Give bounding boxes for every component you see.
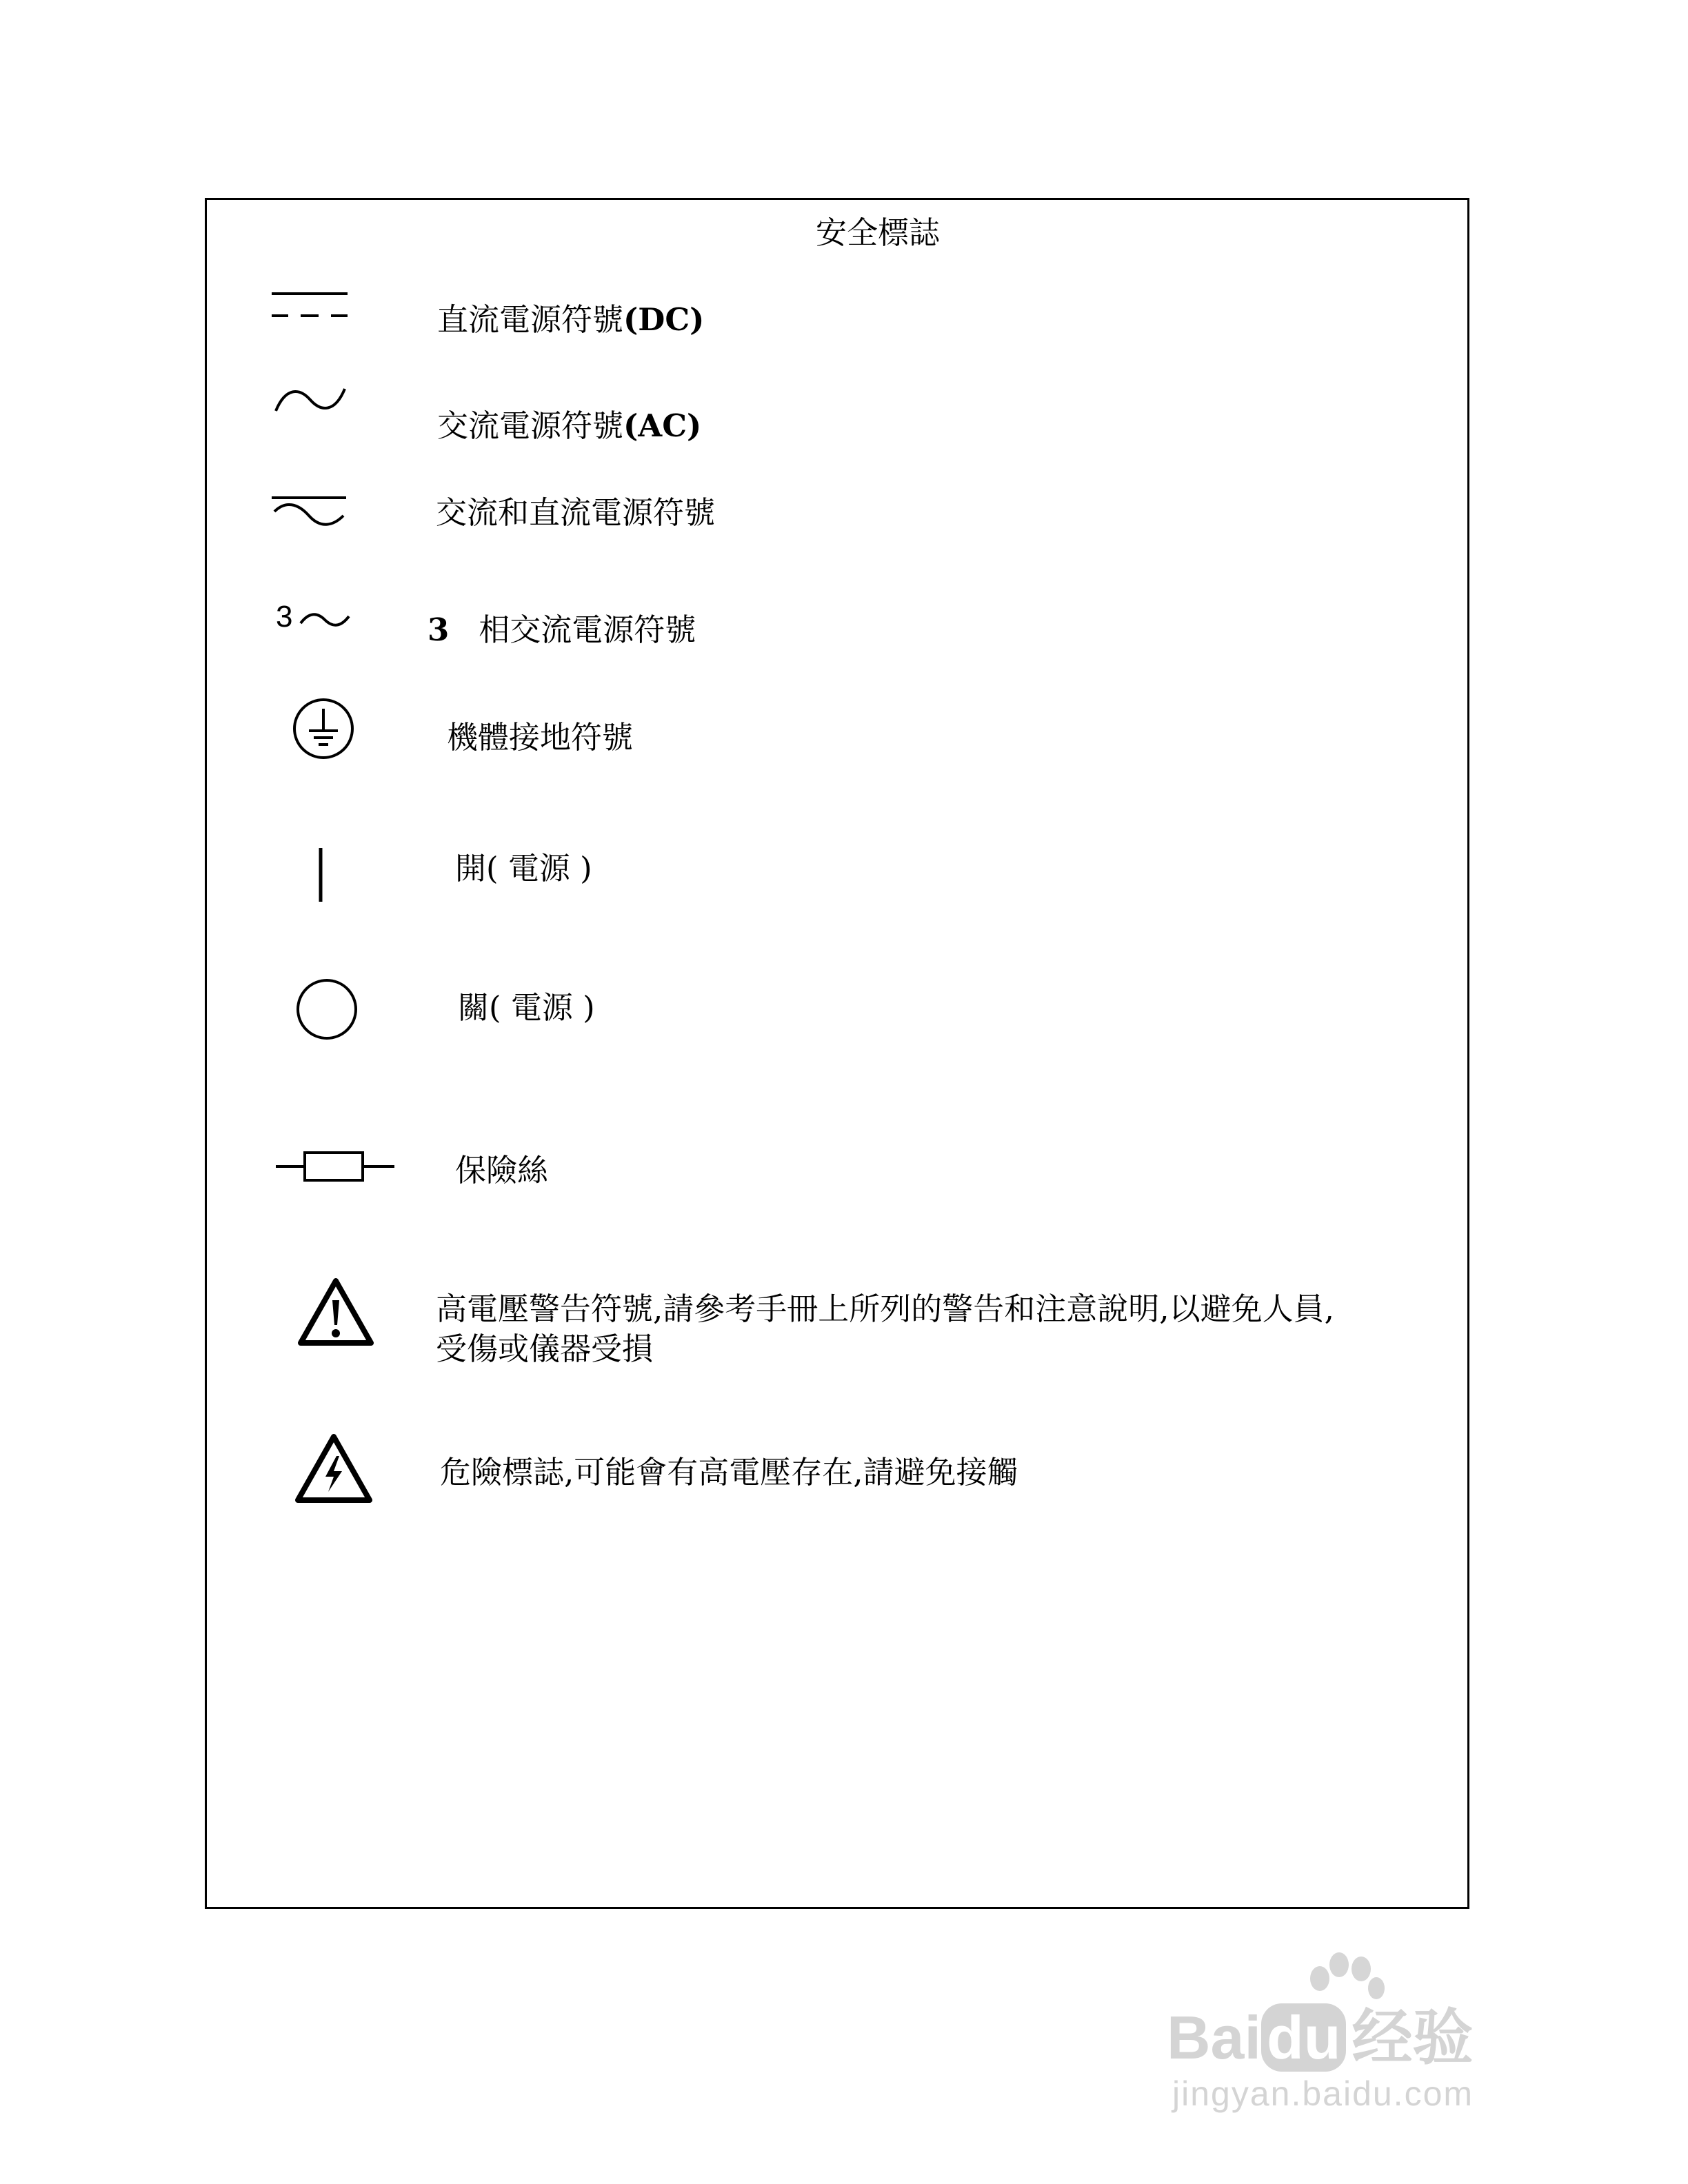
power-off-label: 關( 電源 )	[458, 989, 595, 1026]
chassis-ground-label: 機體接地符號	[447, 719, 634, 756]
fuse-icon	[274, 1149, 396, 1186]
ac-power-icon	[273, 383, 348, 418]
power-on-label: 開( 電源 )	[455, 850, 592, 887]
dc-power-label: 直流電源符號(DC)	[437, 301, 705, 338]
page-title: 安全標誌	[816, 214, 941, 251]
power-off-icon	[295, 978, 359, 1041]
three-phase-ac-label: 3 相交流電源符號	[428, 611, 696, 648]
ac-dc-power-icon	[270, 495, 348, 531]
watermark-url: jingyan.baidu.com	[1172, 2074, 1474, 2113]
three-phase-ac-icon	[276, 598, 353, 640]
dc-power-icon	[270, 290, 350, 324]
chassis-ground-icon	[291, 696, 356, 761]
watermark-brand: Baidu 经验	[1167, 2002, 1474, 2073]
safety-symbols-frame	[205, 198, 1469, 1909]
ac-dc-power-label: 交流和直流電源符號	[436, 494, 716, 531]
baidu-jingyan-watermark	[1167, 1950, 1567, 2113]
fuse-label: 保險絲	[455, 1152, 549, 1189]
caution-warning-label: 高電壓警告符號,請參考手冊上所列的警告和注意說明,以避免人員, 受傷或儀器受損	[436, 1291, 1334, 1367]
high-voltage-danger-label: 危險標誌,可能會有高電壓存在,請避免接觸	[440, 1454, 1018, 1490]
high-voltage-danger-icon	[294, 1433, 374, 1504]
ac-power-label: 交流電源符號(AC)	[437, 407, 702, 444]
three-phase-digit: 3	[276, 600, 293, 634]
caution-warning-icon	[297, 1277, 375, 1347]
power-on-icon	[317, 847, 324, 903]
